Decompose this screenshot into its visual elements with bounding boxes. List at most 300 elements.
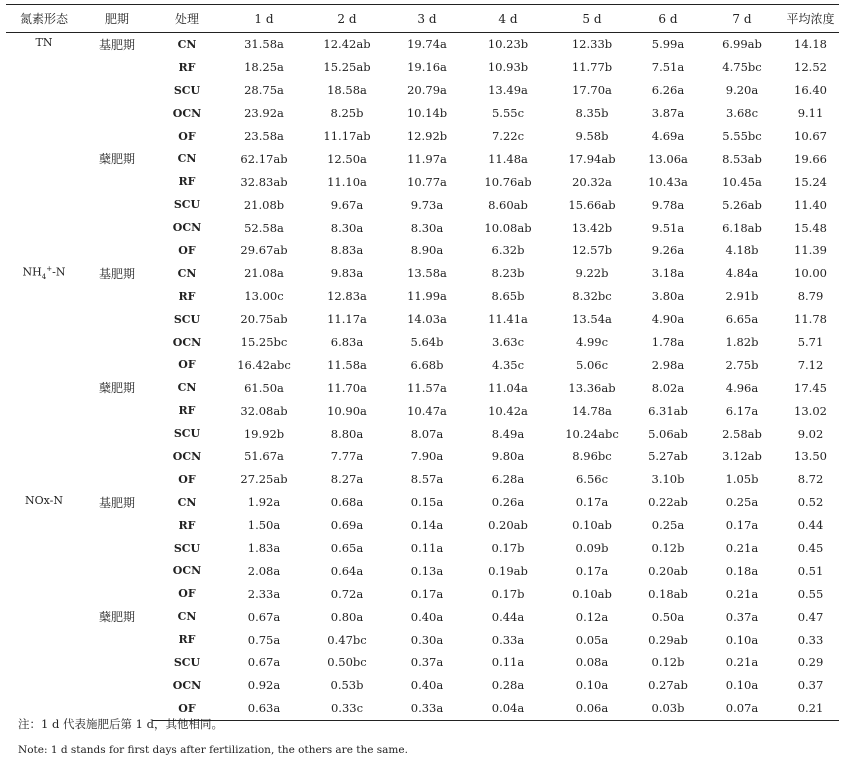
value-cell: 0.37a <box>410 655 444 670</box>
value-cell: 8.23b <box>491 266 525 281</box>
value-cell: 10.76ab <box>484 174 532 189</box>
column-header: 5 d <box>550 5 634 33</box>
table-row <box>6 491 839 514</box>
value-cell: 7.90a <box>410 449 444 464</box>
value-cell: 1.78a <box>651 335 685 350</box>
value-cell: 11.70a <box>327 380 367 395</box>
value-cell: 11.04a <box>488 380 528 395</box>
value-cell: 3.10b <box>651 472 685 487</box>
table-row <box>6 33 839 56</box>
value-cell: 0.28a <box>491 678 525 693</box>
treatment-cell: OCN <box>172 678 202 692</box>
average-cell: 8.79 <box>797 289 824 304</box>
value-cell: 15.25ab <box>323 60 371 75</box>
value-cell: 0.33a <box>388 697 466 720</box>
table-header-row <box>6 5 839 33</box>
value-cell: 13.49a <box>488 83 528 98</box>
average-cell: 16.40 <box>794 83 827 98</box>
value-cell: 52.58a <box>244 220 284 235</box>
value-cell: 0.40a <box>410 609 444 624</box>
value-cell: 12.50a <box>327 151 367 166</box>
value-cell: 13.36ab <box>568 380 616 395</box>
value-cell: 8.83a <box>330 243 364 258</box>
treatment-cell: SCU <box>173 427 201 441</box>
value-cell: 5.06c <box>575 357 609 372</box>
column-header: 1 d <box>222 5 306 33</box>
value-cell: 0.17a <box>725 518 759 533</box>
treatment-cell: CN <box>177 266 197 280</box>
value-cell: 3.63c <box>491 335 525 350</box>
value-cell: 0.06a <box>550 697 634 720</box>
average-cell: 11.78 <box>794 312 827 327</box>
column-header: 6 d <box>634 5 702 33</box>
value-cell: 8.49a <box>491 426 525 441</box>
value-cell: 0.21a <box>725 586 759 601</box>
column-header: 平均浓度 <box>782 5 839 33</box>
value-cell: 1.50a <box>247 518 281 533</box>
nitrogen-form-cell <box>6 491 82 720</box>
treatment-cell: OCN <box>172 564 202 578</box>
value-cell: 0.07a <box>702 697 782 720</box>
value-cell: 3.12ab <box>722 449 762 464</box>
average-cell: 11.39 <box>794 243 827 258</box>
value-cell: 4.75bc <box>722 60 762 75</box>
value-cell: 8.32bc <box>572 289 612 304</box>
value-cell: 0.92a <box>247 678 281 693</box>
value-cell: 0.47bc <box>327 632 367 647</box>
value-cell: 62.17ab <box>240 151 288 166</box>
value-cell: 11.57a <box>407 380 447 395</box>
average-cell: 0.29 <box>797 655 824 670</box>
value-cell: 0.12b <box>651 541 685 556</box>
average-cell: 0.33 <box>797 632 824 647</box>
value-cell: 14.78a <box>572 403 612 418</box>
value-cell: 18.25a <box>244 60 284 75</box>
value-cell: 21.08a <box>244 266 284 281</box>
value-cell: 15.66ab <box>568 197 616 212</box>
average-cell: 10.67 <box>794 129 827 143</box>
note-chinese: 注：1 d 代表施肥后第 1 d，其他相同。 <box>18 717 223 731</box>
value-cell: 6.17a <box>725 403 759 418</box>
value-cell: 10.93b <box>487 60 529 75</box>
value-cell: 8.25b <box>330 106 364 121</box>
average-cell: 0.47 <box>797 609 824 624</box>
column-header: 肥期 <box>82 5 152 33</box>
treatment-cell: RF <box>178 175 196 189</box>
value-cell: 5.26ab <box>722 197 762 212</box>
fertilizer-period-cell: 基肥期 <box>98 266 135 281</box>
average-cell: 19.66 <box>794 151 827 166</box>
value-cell: 11.10a <box>327 174 367 189</box>
treatment-cell: CN <box>177 37 197 51</box>
average-cell: 14.18 <box>794 37 827 52</box>
treatment-cell: CN <box>177 495 197 509</box>
value-cell: 0.33a <box>491 632 525 647</box>
value-cell: 6.28a <box>491 472 525 487</box>
value-cell: 11.48a <box>488 151 528 166</box>
value-cell: 20.79a <box>407 83 447 98</box>
treatment-cell: SCU <box>173 655 201 669</box>
value-cell: 0.10ab <box>572 586 612 601</box>
value-cell: 23.92a <box>244 106 284 121</box>
value-cell: 0.25a <box>725 495 759 510</box>
value-cell: 13.42b <box>571 220 613 235</box>
value-cell: 51.67a <box>244 449 284 464</box>
value-cell: 0.20ab <box>648 563 688 578</box>
note-english: Note: 1 d stands for first days after fertilization, the others are the same. <box>18 744 408 756</box>
value-cell: 3.68c <box>725 106 759 121</box>
value-cell: 10.14b <box>406 106 448 121</box>
value-cell: 0.04a <box>466 697 550 720</box>
value-cell: 19.92b <box>243 426 285 441</box>
average-cell: 9.02 <box>797 426 824 441</box>
value-cell: 0.72a <box>330 586 364 601</box>
value-cell: 0.67a <box>247 655 281 670</box>
value-cell: 0.63a <box>222 697 306 720</box>
value-cell: 2.91b <box>725 289 759 304</box>
value-cell: 19.74a <box>407 37 447 52</box>
value-cell: 32.83ab <box>240 174 288 189</box>
treatment-cell: CN <box>177 610 197 624</box>
value-cell: 1.83a <box>247 541 281 556</box>
value-cell: 12.92b <box>406 129 448 143</box>
value-cell: 4.84a <box>725 266 759 281</box>
value-cell: 9.51a <box>651 220 685 235</box>
value-cell: 8.30a <box>330 220 364 235</box>
value-cell: 12.57b <box>571 243 613 258</box>
value-cell: 10.42a <box>488 403 528 418</box>
average-cell: 7.12 <box>797 357 824 372</box>
nitrogen-concentration-table <box>6 4 839 721</box>
value-cell: 9.83a <box>330 266 364 281</box>
value-cell: 19.16a <box>407 60 447 75</box>
value-cell: 11.77b <box>571 60 613 75</box>
table-row <box>6 147 839 170</box>
column-header: 7 d <box>702 5 782 33</box>
fertilizer-period-cell: 蘖肥期 <box>98 610 135 625</box>
treatment-cell: RF <box>178 289 196 303</box>
value-cell: 6.56c <box>575 472 609 487</box>
nitrogen-form-label: TN <box>35 36 53 49</box>
column-header: 3 d <box>388 5 466 33</box>
value-cell: 2.75b <box>725 357 759 372</box>
treatment-cell: RF <box>178 60 196 74</box>
value-cell: 0.18a <box>725 563 759 578</box>
value-cell: 8.90a <box>410 243 444 258</box>
value-cell: 2.58ab <box>722 426 762 441</box>
table-row <box>6 605 839 628</box>
value-cell: 27.25ab <box>240 472 288 487</box>
value-cell: 12.33b <box>571 37 613 52</box>
treatment-cell: CN <box>177 381 197 395</box>
value-cell: 8.02a <box>651 380 685 395</box>
value-cell: 9.58b <box>575 129 609 143</box>
value-cell: 0.21a <box>725 541 759 556</box>
value-cell: 4.18b <box>725 243 759 258</box>
value-cell: 7.77a <box>330 449 364 464</box>
value-cell: 12.42ab <box>323 37 371 52</box>
value-cell: 4.96a <box>725 380 759 395</box>
value-cell: 0.29ab <box>648 632 688 647</box>
treatment-cell: OF <box>178 358 196 372</box>
value-cell: 11.17ab <box>323 129 371 143</box>
value-cell: 9.20a <box>725 83 759 98</box>
value-cell: 0.14a <box>410 518 444 533</box>
table-body <box>6 33 839 721</box>
value-cell: 15.25bc <box>240 335 288 350</box>
treatment-cell: RF <box>178 633 196 647</box>
table-notes <box>18 714 408 760</box>
value-cell: 0.19ab <box>488 563 528 578</box>
value-cell: 5.64b <box>410 335 444 350</box>
value-cell: 0.03b <box>634 697 702 720</box>
value-cell: 0.10a <box>575 678 609 693</box>
value-cell: 9.73a <box>410 197 444 212</box>
value-cell: 0.17b <box>491 541 525 556</box>
average-cell: 13.02 <box>794 403 827 418</box>
average-cell: 0.55 <box>797 586 824 601</box>
treatment-cell: RF <box>178 518 196 532</box>
value-cell: 0.44a <box>491 609 525 624</box>
value-cell: 3.87a <box>651 106 685 121</box>
data-table-container <box>6 4 839 721</box>
value-cell: 0.21a <box>725 655 759 670</box>
average-cell: 9.11 <box>797 106 824 121</box>
value-cell: 0.13a <box>410 563 444 578</box>
treatment-cell: OCN <box>172 449 202 463</box>
fertilizer-period-cell: 蘖肥期 <box>98 152 135 167</box>
value-cell: 0.17a <box>575 563 609 578</box>
value-cell: 0.80a <box>330 609 364 624</box>
treatment-cell: RF <box>178 404 196 418</box>
treatment-cell: SCU <box>173 198 201 212</box>
column-header: 氮素形态 <box>6 5 82 33</box>
treatment-cell: OF <box>152 697 222 720</box>
value-cell: 4.90a <box>651 312 685 327</box>
treatment-cell: OCN <box>172 106 202 120</box>
value-cell: 0.08a <box>575 655 609 670</box>
average-cell: 5.71 <box>797 335 824 350</box>
value-cell: 8.57a <box>410 472 444 487</box>
value-cell: 10.47a <box>407 403 447 418</box>
value-cell: 0.40a <box>410 678 444 693</box>
value-cell: 0.37a <box>725 609 759 624</box>
value-cell: 13.58a <box>407 266 447 281</box>
value-cell: 9.80a <box>491 449 525 464</box>
average-cell: 0.37 <box>797 678 824 693</box>
average-cell: 15.48 <box>794 220 827 235</box>
value-cell: 12.83a <box>327 289 367 304</box>
value-cell: 0.27ab <box>648 678 688 693</box>
value-cell: 0.53b <box>330 678 364 693</box>
nitrogen-form-label: NH <box>22 265 42 279</box>
average-cell: 17.45 <box>794 380 827 395</box>
average-cell: 0.21 <box>782 697 839 720</box>
value-cell: 0.20ab <box>488 518 528 533</box>
value-cell: 0.18ab <box>648 586 688 601</box>
value-cell: 8.27a <box>330 472 364 487</box>
average-cell: 8.72 <box>797 472 824 487</box>
treatment-cell: SCU <box>173 541 201 555</box>
value-cell: 32.08ab <box>240 403 288 418</box>
treatment-cell: SCU <box>173 83 201 97</box>
value-cell: 0.10a <box>725 632 759 647</box>
fertilizer-period-cell: 蘖肥期 <box>98 381 135 396</box>
value-cell: 9.22b <box>575 266 609 281</box>
value-cell: 5.99a <box>651 37 685 52</box>
value-cell: 5.55c <box>491 106 525 121</box>
value-cell: 16.42abc <box>237 357 291 372</box>
treatment-cell: CN <box>177 152 197 166</box>
value-cell: 1.92a <box>247 495 281 510</box>
value-cell: 8.07a <box>410 426 444 441</box>
value-cell: 10.90a <box>327 403 367 418</box>
value-cell: 8.65b <box>491 289 525 304</box>
value-cell: 11.99a <box>407 289 447 304</box>
value-cell: 8.60ab <box>488 197 528 212</box>
value-cell: 28.75a <box>244 83 284 98</box>
value-cell: 18.58a <box>327 83 367 98</box>
value-cell: 21.08b <box>243 197 285 212</box>
value-cell: 0.05a <box>575 632 609 647</box>
value-cell: 11.41a <box>488 312 528 327</box>
value-cell: 23.58a <box>244 129 284 143</box>
value-cell: 1.82b <box>725 335 759 350</box>
value-cell: 0.75a <box>247 632 281 647</box>
treatment-cell: OF <box>178 472 196 486</box>
value-cell: 4.99c <box>575 335 609 350</box>
value-cell: 0.69a <box>330 518 364 533</box>
value-cell: 0.10ab <box>572 518 612 533</box>
treatment-cell: OF <box>178 129 196 143</box>
column-header: 4 d <box>466 5 550 33</box>
value-cell: 0.11a <box>491 655 525 670</box>
value-cell: 6.65a <box>725 312 759 327</box>
value-cell: 6.68b <box>410 357 444 372</box>
value-cell: 11.17a <box>327 312 367 327</box>
value-cell: 6.31ab <box>648 403 688 418</box>
value-cell: 8.30a <box>410 220 444 235</box>
column-header: 2 d <box>306 5 388 33</box>
value-cell: 14.03a <box>407 312 447 327</box>
average-cell: 15.24 <box>794 174 827 189</box>
value-cell: 9.26a <box>651 243 685 258</box>
value-cell: 1.05b <box>725 472 759 487</box>
value-cell: 0.15a <box>410 495 444 510</box>
value-cell: 10.43a <box>648 174 688 189</box>
value-cell: 8.96bc <box>572 449 612 464</box>
value-cell: 2.98a <box>651 357 685 372</box>
value-cell: 13.00c <box>244 289 284 304</box>
value-cell: 3.80a <box>651 289 685 304</box>
value-cell: 0.26a <box>491 495 525 510</box>
value-cell: 17.70a <box>572 83 612 98</box>
value-cell: 0.17b <box>491 586 525 601</box>
value-cell: 8.80a <box>330 426 364 441</box>
fertilizer-period-cell: 基肥期 <box>98 495 135 510</box>
value-cell: 17.94ab <box>568 151 616 166</box>
value-cell: 0.33c <box>306 697 388 720</box>
nitrogen-form-suffix: -N <box>52 265 66 279</box>
value-cell: 13.54a <box>572 312 612 327</box>
value-cell: 6.99ab <box>722 37 762 52</box>
value-cell: 11.58a <box>327 357 367 372</box>
value-cell: 0.67a <box>247 609 281 624</box>
value-cell: 0.68a <box>330 495 364 510</box>
value-cell: 3.18a <box>651 266 685 281</box>
value-cell: 31.58a <box>244 37 284 52</box>
value-cell: 29.67ab <box>240 243 288 258</box>
value-cell: 0.11a <box>410 541 444 556</box>
value-cell: 10.24abc <box>565 426 619 441</box>
value-cell: 0.17a <box>575 495 609 510</box>
value-cell: 5.06ab <box>648 426 688 441</box>
value-cell: 0.22ab <box>648 495 688 510</box>
nitrogen-form-cell <box>6 262 82 491</box>
average-cell: 0.44 <box>797 518 824 533</box>
nitrogen-form-cell <box>6 33 82 262</box>
value-cell: 7.22c <box>491 129 525 143</box>
value-cell: 0.09b <box>575 541 609 556</box>
value-cell: 0.17a <box>410 586 444 601</box>
average-cell: 12.52 <box>794 60 827 75</box>
value-cell: 0.12a <box>575 609 609 624</box>
value-cell: 9.67a <box>330 197 364 212</box>
value-cell: 0.25a <box>651 518 685 533</box>
value-cell: 6.83a <box>330 335 364 350</box>
value-cell: 8.35b <box>575 106 609 121</box>
value-cell: 10.08ab <box>484 220 532 235</box>
value-cell: 4.69a <box>651 129 685 143</box>
treatment-cell: OF <box>178 587 196 601</box>
treatment-cell: OF <box>178 243 196 257</box>
value-cell: 5.55bc <box>722 129 762 143</box>
value-cell: 6.18ab <box>722 220 762 235</box>
value-cell: 0.50bc <box>327 655 367 670</box>
value-cell: 9.78a <box>651 197 685 212</box>
value-cell: 20.32a <box>572 174 612 189</box>
treatment-cell: OCN <box>172 335 202 349</box>
value-cell: 6.26a <box>651 83 685 98</box>
table-row <box>6 376 839 399</box>
average-cell: 0.51 <box>797 563 824 578</box>
nitrogen-form-label: NOx-N <box>25 493 63 507</box>
value-cell: 0.30a <box>410 632 444 647</box>
value-cell: 5.27ab <box>648 449 688 464</box>
value-cell: 11.97a <box>407 151 447 166</box>
value-cell: 6.32b <box>491 243 525 258</box>
value-cell: 7.51a <box>651 60 685 75</box>
value-cell: 13.06a <box>648 151 688 166</box>
average-cell: 13.50 <box>794 449 827 464</box>
nitrogen-form-subscript: 4 <box>41 272 47 281</box>
value-cell: 0.65a <box>330 541 364 556</box>
value-cell: 10.23b <box>487 37 529 52</box>
value-cell: 20.75ab <box>240 312 288 327</box>
table-row <box>6 262 839 285</box>
value-cell: 4.35c <box>491 357 525 372</box>
treatment-cell: SCU <box>173 312 201 326</box>
column-header: 处理 <box>152 5 222 33</box>
treatment-cell: OCN <box>172 221 202 235</box>
average-cell: 0.52 <box>797 495 824 510</box>
fertilizer-period-cell: 基肥期 <box>98 38 135 52</box>
value-cell: 10.77a <box>407 174 447 189</box>
average-cell: 0.45 <box>797 541 824 556</box>
nitrogen-form-superscript: + <box>46 264 53 273</box>
value-cell: 61.50a <box>244 380 284 395</box>
value-cell: 2.33a <box>247 586 281 601</box>
